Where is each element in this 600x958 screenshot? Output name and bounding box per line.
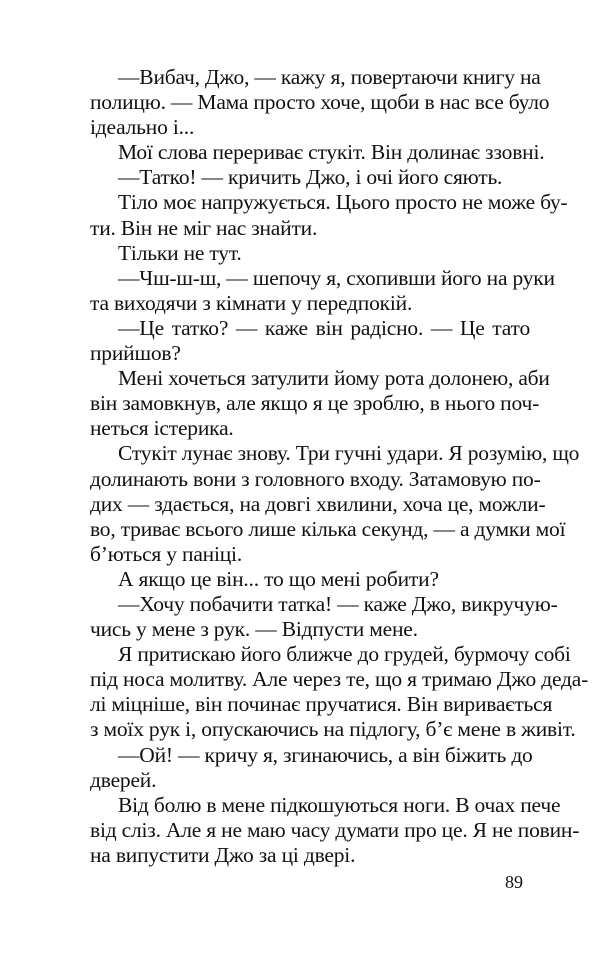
text-line: —Хочу побачити татка! — каже Джо, викручую- xyxy=(118,591,558,616)
text-line: —Чш-ш-ш, — шепочу я, схопивши його на руки xyxy=(118,265,555,290)
text-line: —Татко! — кричить Джо, і очі його сяють. xyxy=(118,165,503,190)
text-line: —Це татко? — каже він радісно. — Це тато xyxy=(118,315,530,340)
text-line: во, триває всього лише кілька секунд, — а думки мої xyxy=(90,516,566,541)
page-number: 89 xyxy=(505,872,523,892)
text-line: від сліз. Але я не маю часу думати про це. Я не повин- xyxy=(90,817,580,842)
text-line: —Вибач, Джо, — кажу я, повертаючи книгу на xyxy=(118,65,541,89)
text-line: Я притискаю його ближче до грудей, бурмочу собі xyxy=(118,642,571,667)
text-line: на випустити Джо за ці двері. xyxy=(90,842,356,867)
text-line: ідеально і... xyxy=(90,115,195,140)
text-line: Від болю в мене підкошуються ноги. В очах пече xyxy=(118,792,561,817)
text-line: б’ються у паніці. xyxy=(90,541,242,566)
text-line: дих — здається, на довгі хвилини, хоча це, можли- xyxy=(90,491,546,516)
text-line: полицю. — Мама просто хоче, щоби в нас все було xyxy=(90,90,550,115)
text-line: ти. Він не міг нас знайти. xyxy=(90,215,318,240)
text-line: Мені хочеться затулити йому рота долонею, аби xyxy=(118,366,550,391)
text-line: долинають вони з головного входу. Затамовую по- xyxy=(90,466,541,491)
text-line: дверей. xyxy=(90,767,157,792)
text-line: Тіло моє напружується. Цього просто не може бу- xyxy=(118,190,568,215)
text-line: неться істерика. xyxy=(90,416,234,441)
text-line: прийшов? xyxy=(90,341,181,366)
text-line: під носа молитву. Але через те, що я тримаю Джо деда- xyxy=(90,667,589,692)
text-line: чись у мене з рук. — Відпусти мене. xyxy=(90,617,418,642)
text-line: лі міцніше, він починає пручатися. Він виривається xyxy=(90,692,553,717)
text-line: Мої слова перериває стукіт. Він долинає ззовні. xyxy=(118,140,545,165)
text-line: він замовкнув, але якщо я це зроблю, в нього поч- xyxy=(90,391,540,416)
text-line: з моїх рук і, опускаючись на підлогу, б’є мене в живіт. xyxy=(90,717,576,742)
body-text xyxy=(90,65,589,868)
text-line: Стукіт лунає знову. Три гучні удари. Я розумію, що xyxy=(118,441,580,466)
text-line: та виходячи з кімнати у передпокій. xyxy=(90,290,413,315)
text-line: —Ой! — кричу я, згинаючись, а він біжить до xyxy=(118,742,533,767)
text-line: Тільки не тут. xyxy=(118,240,242,265)
text-line: А якщо це він... то що мені робити? xyxy=(118,566,439,591)
